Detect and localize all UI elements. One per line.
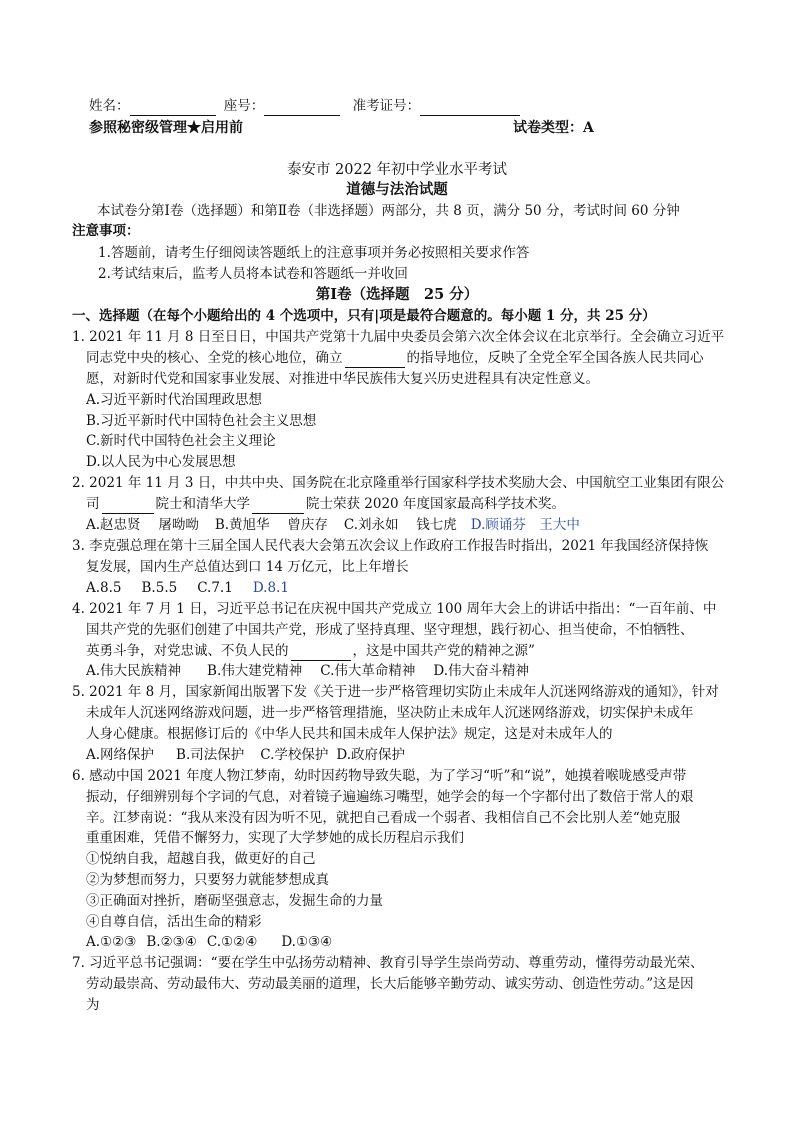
q1-option-a: A.习近平新时代治国理政思想: [86, 392, 263, 408]
section-title: 第Ⅰ卷（选择题 25 分）: [315, 286, 479, 303]
q5-line-2: 未成年人沉迷网络游戏问题，进一步严格管理措施，坚决防止未成年人沉迷网络游戏，切实保护未成年: [86, 705, 694, 721]
q2-option-d: D.顾诵芬 王大中: [470, 517, 580, 533]
q5-line-1: 5. 2021 年 8 月，国家新闻出版署下发《关于进一步严格管理切实防止未成年人沉迷网络游戏的通知》，针对: [72, 684, 719, 700]
exam-title: 泰安市 2022 年初中学业水平考试: [286, 162, 508, 178]
q6-statement-3: ③正确面对挫折，磨砺坚强意志，发掘生命的力量: [86, 893, 383, 909]
subject-title: 道德与法治试题: [346, 181, 448, 198]
q7-line-3: 为: [86, 997, 100, 1013]
q6-option-a: A.①②③: [86, 934, 137, 950]
q1-line-3: 愿，对新时代党和国家事业发展、对推进中华民族伟大复兴历史进程具有决定性意义。: [86, 371, 599, 387]
q4-blank: [291, 646, 351, 661]
q6-option-c: C.①②④: [206, 934, 258, 950]
q4-line-3: 英勇斗争，对党忠诚、不负人民的 ，这是中国共产党的精神之源”: [86, 643, 535, 659]
q1-option-c: C.新时代中国特色社会主义理论: [86, 433, 276, 449]
q1-option-b: B.习近平新时代中国特色社会主义思想: [86, 413, 317, 429]
notice-heading: 注意事项：: [72, 223, 140, 239]
q5-option-c: C.学校保护: [260, 747, 329, 763]
secret-label: 参照秘密级管理★启用前: [89, 120, 243, 136]
q1-option-d: D.以人民为中心发展思想: [86, 454, 236, 470]
q3-options: [86, 578, 317, 598]
candidate-info-line: [89, 96, 524, 116]
q3-line-2: 复发展，国内生产总值达到口 14 万亿元，比上年增长: [86, 559, 409, 575]
seat-field[interactable]: [264, 101, 340, 116]
q4-line-2: 国共产党的先驱们创建了中国共产党，形成了坚持真理、坚守理想，践行初心、担当使命，不怕牺牲、: [86, 622, 694, 638]
q5-line-3: 人身心健康。根据修订后的《中华人民共和国未成年人保护法》规定，这是对未成年人的: [86, 726, 613, 742]
q2-option-b: B.黄旭华 曾庆存: [214, 517, 328, 533]
q7-line-1: 7. 习近平总书记强调：“要在学生中弘扬劳动精神、教育引导学生崇尚劳动、尊重劳动，懂得劳动最光荣、: [72, 955, 704, 971]
q4-option-a: A.伟大民族精神: [86, 663, 182, 679]
q2-line-2: 司 院士和清华大学 院士荣获 2020 年度国家最高科学技术奖。: [86, 496, 565, 512]
section-instruction: 一、选择题（在每个小题给出的 4 个选项中，只有|项是最符合题意的。每小题 1 分，共 25 分）: [72, 308, 656, 324]
q4-line-1: 4. 2021 年 7 月 1 日，习近平总书记在庆祝中国共产党成立 100 周年大会上的讲话中指出：“一百年前、中: [72, 601, 717, 617]
q6-option-b: B.②③④: [146, 934, 197, 950]
name-label: 姓名：: [89, 98, 130, 114]
name-field[interactable]: [130, 101, 216, 116]
q6-statement-2: ②为梦想而努力，只要努力就能梦想成真: [86, 872, 329, 888]
q6-statement-4: ④自尊自信，活出生命的精彩: [86, 914, 262, 930]
notice-item-1: 1.答题前，请考生仔细阅读答题纸上的注意事项并务必按照相关要求作答: [98, 245, 530, 261]
q3-line-1: 3. 李克强总理在第十三届全国人民代表大会第五次会议上作政府工作报告时指出，2021 年我国经济保持恢: [72, 538, 709, 554]
seat-label: 座号：: [223, 98, 265, 114]
q6-line-1: 6. 感动中国 2021 年度人物江梦南，幼时因药物导致失聪，为了学习“听”和“说”，她摸着喉咙感受声带: [72, 768, 687, 784]
notice-item-2: 2.考试结束后，监考人员将本试卷和答题纸一并收回: [98, 266, 408, 282]
q3-option-b: B.5.5: [141, 580, 178, 596]
q2-option-c: C.刘永如 钱七虎: [343, 517, 457, 533]
q3-option-a: A.8.5: [86, 580, 122, 596]
q6-line-4: 重重困难，凭借不懈努力，实现了大学梦她的成长历程启示我们: [86, 830, 464, 846]
q6-option-d: D.①③④: [281, 934, 333, 950]
q3-option-d: D.8.1: [252, 580, 289, 596]
q1-line-2: 同志党中央的核心、全党的核心地位，确立 的指导地位，反映了全党全军全国各族人民共同心: [86, 350, 704, 366]
q7-line-2: 劳动最崇高、劳动最伟大、劳动最美丽的道理，长大后能够辛勤劳动、诚实劳动、创造性劳动。”这是因: [86, 976, 694, 992]
q6-statement-1: ①悦纳自我，超越自我，做更好的自己: [86, 851, 316, 867]
q2-options: [86, 515, 608, 535]
q4-option-c: C.伟大革命精神: [320, 663, 416, 679]
q5-option-d: D.政府保护: [336, 747, 406, 763]
q6-line-3: 辛。江梦南说：“我从来没有因为听不见，就把自己看成一个弱者、我相信自己不会比别人差“她克服: [86, 810, 681, 826]
q2-line-1: 2. 2021 年 11 月 3 日，中共中央、国务院在北京隆重举行国家科学技术奖励大会、中国航空工业集团有限公: [72, 475, 725, 491]
q2-option-a: A.赵忠贤 屠呦呦: [86, 517, 199, 533]
intro-text: 本试卷分第Ⅰ卷（选择题）和第Ⅱ卷（非选择题）两部分，共 8 页，满分 50 分，考试时间 60 分钟: [97, 203, 680, 219]
q2-blank-2: [252, 499, 304, 514]
q5-option-b: B.司法保护: [176, 747, 245, 763]
paper-type: 试卷类型：A: [513, 120, 594, 136]
q2-blank-1: [102, 499, 154, 514]
q5-option-a: A.网络保护: [86, 747, 155, 763]
q5-options: [86, 745, 433, 765]
q4-options: [86, 661, 557, 681]
q6-options: [86, 932, 360, 952]
ticket-label: 准考证号：: [352, 98, 421, 114]
q4-option-b: B.伟大建党精神: [207, 663, 303, 679]
q1-line-1: 1. 2021 年 11 月 8 日至日日，中国共产党第十九届中央委员会第六次全体会议在北京举行。全会确立习近平: [72, 329, 725, 345]
q1-blank: [345, 353, 405, 368]
q3-option-c: C.7.1: [197, 580, 233, 596]
ticket-field[interactable]: [420, 101, 520, 116]
q4-option-d: D.伟大奋斗精神: [433, 663, 530, 679]
q6-line-2: 振动，仔细辨别每个字词的气息，对着镜子遍遍练习嘴型，她学会的每一个字都付出了数倍于常人的艰: [86, 789, 694, 805]
